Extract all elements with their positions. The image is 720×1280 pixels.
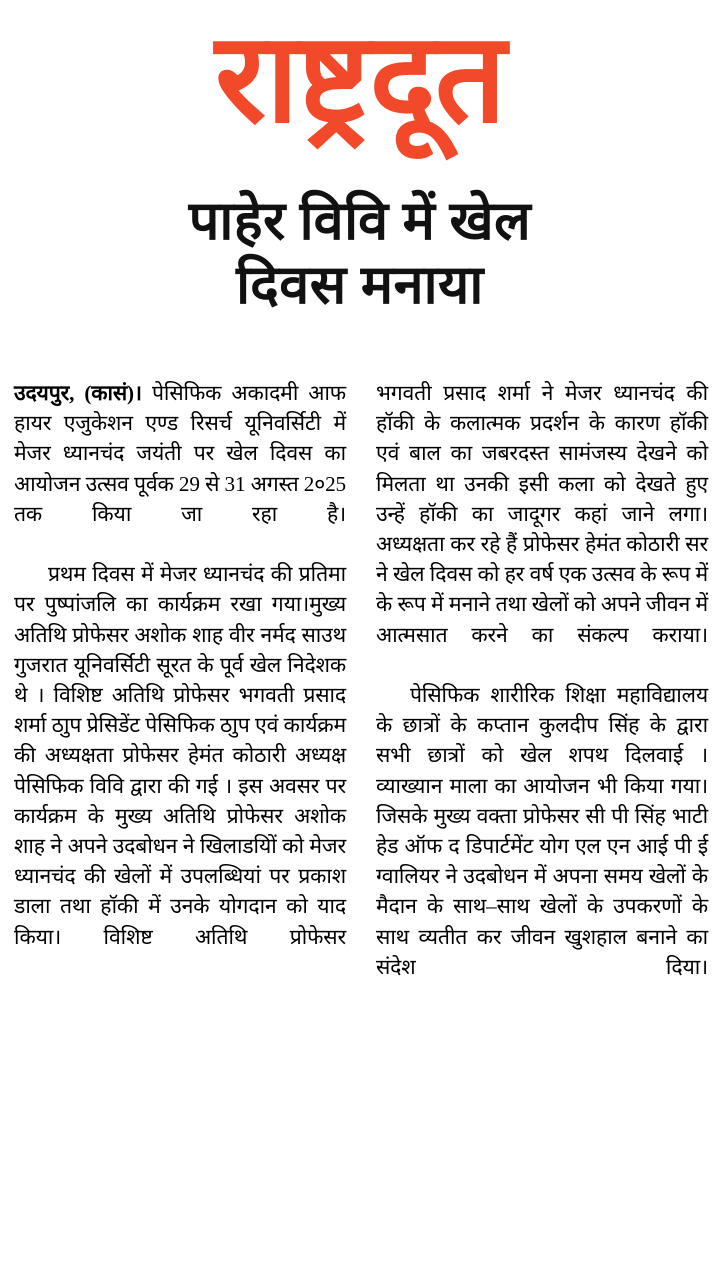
paragraph: प्रथम दिवस में मेजर ध्यानचंद की प्रतिमा पर पुष्पांजलि का कार्यक्रम रखा गया।मुख्य अतिथि प्रोफेसर अशोक शाह वीर नर्मद साउथ गुजरात यूनिवर्सिटी सूरत के पूर्व खेल निदेशक थे । विशिष्ट अतिथि प्रोफेसर भगवती प्रसाद शर्मा ठाुप प्रेसिडेंट पेसिफिक ठाुप एवं कार्यक्रम की अध्यक्षता प्रोफेसर हेमंत कोठारी अध्यक्ष पेसिफिक विवि द्वारा की गई । इस अवसर पर कार्यक्रम के मुख्य अतिथि प्रोफेसर अशोक शाह ने अपने उदबोधन ने खिलाडयिों को मेजर ध्यानचंद की खेलों में उपलब्धियां पर प्रकाश डाला तथा हॉकी में उनके योगदान को याद किया। विशिष्ट अतिथि प्रोफेसर [14, 562, 346, 949]
masthead [0, 11, 720, 149]
page-title [40, 190, 680, 317]
paragraph-text: पेसिफिक अकादमी आफ हायर एजुकेशन एण्ड रिसर्च यूनिवर्सिटी में मेजर ध्यानचंद जयंती पर खेल दिवस का आयोजन उत्सव पूर्वक 29 से 31 अगस्त 2०25 तक किया जा रहा है। [14, 381, 346, 526]
paragraph: भगवती प्रसाद शर्मा ने मेजर ध्यानचंद की हॉकी के कलात्मक प्रदर्शन के कारण हॉकी एवं बाल का जबरदस्त सामंजस्य देखने को मिलता था उनकी इसी कला को देखते हुए उन्हें हॉकी का जादूगर कहां जाने लगा। अध्यक्षता कर रहे हैं प्रोफेसर हेमंत कोठारी सर ने खेल दिवस को हर वर्ष एक उत्सव के रूप में के रूप में मनाने तथा खेलों को अपने जीवन में आत्मसात करने का संकल्प कराया। [376, 381, 708, 647]
article-column-left [14, 378, 346, 982]
headline-line-1: पाहेर विवि में खेल [188, 191, 532, 251]
article-column-right [376, 378, 708, 1012]
article-body [14, 378, 708, 1098]
headline-line-2: दिवस मनाया [236, 254, 484, 315]
paragraph [14, 378, 346, 559]
paragraph: पेसिफिक शारीरिक शिक्षा महाविद्यालय के छात्रों के कप्तान कुलदीप सिंह के द्वारा सभी छात्रों को खेल शपथ दिलवाई । व्याख्यान माला का आयोजन भी किया गया। जिसके मुख्य वक्ता प्रोफेसर सी पी सिंह भाटी हेड ऑफ द डिपार्टमेंट योग एल एन आई पी ई ग्वालियर ने उदबोधन में अपना समय खेलों के मैदान के साथ–साथ खेलों के उपकरणों के साथ व्यतीत कर जीवन खुशहाल बनाने का संदेश दिया। [376, 683, 708, 979]
dateline: उदयपुर, (कासं)। [14, 381, 142, 405]
masthead-title: राष्ट्रदूत [214, 11, 506, 149]
